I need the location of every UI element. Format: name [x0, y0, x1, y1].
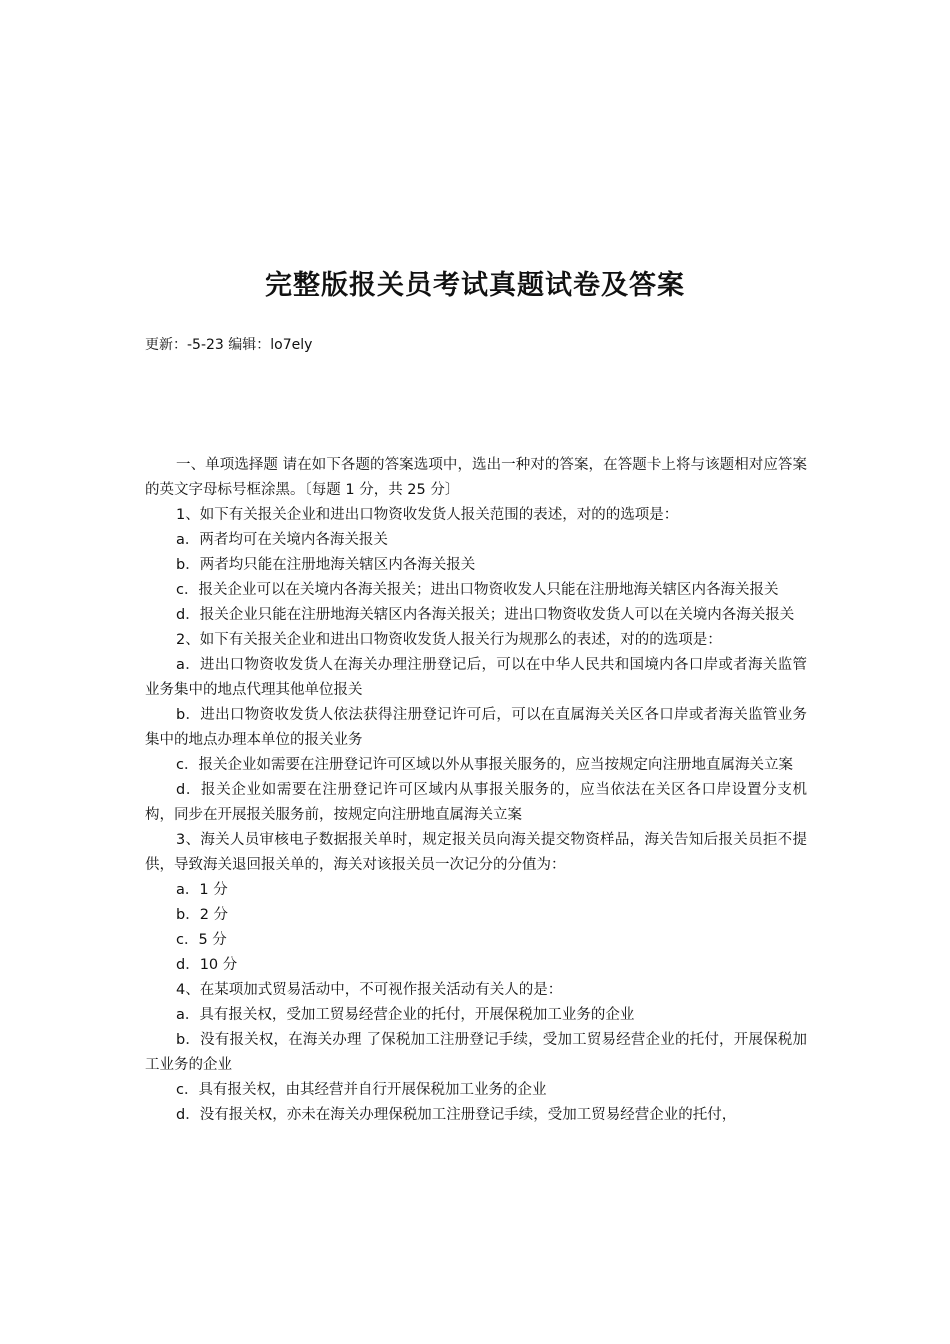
q3-option-d: d．10 分	[176, 957, 238, 973]
q1-option-c: c．报关企业可以在关境内各海关报关；进出口物资收发人只能在注册地海关辖区内各海关报关	[176, 582, 779, 598]
q3-option-b: b．2 分	[176, 907, 229, 923]
update-meta: 更新：-5-23 编辑：lo7ely	[145, 337, 313, 353]
q4-option-c: c．具有报关权，由其经营并自行开展保税加工业务的企业	[176, 1082, 547, 1098]
question-1: 1、如下有关报关企业和进出口物资收发货人报关范围的表述，对的的选项是：	[176, 507, 679, 523]
question-4: 4、在某项加式贸易活动中，不可视作报关活动有关人的是：	[176, 982, 563, 998]
q2-option-a: a．进出口物资收发货人在海关办理注册登记后，可以在中华人民共和国境内各口岸或者海关监管业务集中的地点代理其他单位报关	[145, 657, 807, 698]
q2-option-b: b．进出口物资收发货人依法获得注册登记许可后，可以在直属海关关区各口岸或者海关监管业务集中的地点办理本单位的报关业务	[145, 707, 807, 748]
q3-option-a: a．1 分	[176, 882, 228, 898]
question-2: 2、如下有关报关企业和进出口物资收发货人报关行为规那么的表述，对的的选项是：	[176, 632, 722, 648]
question-3: 3、海关人员审核电子数据报关单时，规定报关员向海关提交物资样品，海关告知后报关员拒不提供，导致海关退回报关单的，海关对该报关员一次记分的分值为：	[145, 832, 807, 873]
q4-option-b: b．没有报关权，在海关办理 了保税加工注册登记手续，受加工贸易经营企业的托付，开展保税加工业务的企业	[145, 1032, 807, 1073]
document-title: 完整版报关员考试真题试卷及答案	[265, 270, 685, 301]
q2-option-c: c．报关企业如需要在注册登记许可区域以外从事报关服务的，应当按规定向注册地直属海关立案	[176, 757, 793, 773]
document-body	[145, 453, 807, 1128]
q3-option-c: c．5 分	[176, 932, 227, 948]
q1-option-d: d．报关企业只能在注册地海关辖区内各海关报关；进出口物资收发货人可以在关境内各海关报关	[176, 607, 795, 623]
q4-option-d: d．没有报关权，亦未在海关办理保税加工注册登记手续，受加工贸易经营企业的托付，	[176, 1107, 737, 1123]
section-intro: 一、单项选择题 请在如下各题的答案选项中，选出一种对的答案，在答题卡上将与该题相对应答案的英文字母标号框涂黑。〔每题 1 分，共 25 分〕	[145, 457, 807, 498]
q4-option-a: a．具有报关权，受加工贸易经营企业的托付，开展保税加工业务的企业	[176, 1007, 635, 1023]
q1-option-a: a．两者均可在关境内各海关报关	[176, 532, 388, 548]
q1-option-b: b．两者均只能在注册地海关辖区内各海关报关	[176, 557, 476, 573]
q2-option-d: d．报关企业如需要在注册登记许可区域内从事报关服务的，应当依法在关区各口岸设置分支机构，同步在开展报关服务前，按规定向注册地直属海关立案	[145, 782, 807, 823]
